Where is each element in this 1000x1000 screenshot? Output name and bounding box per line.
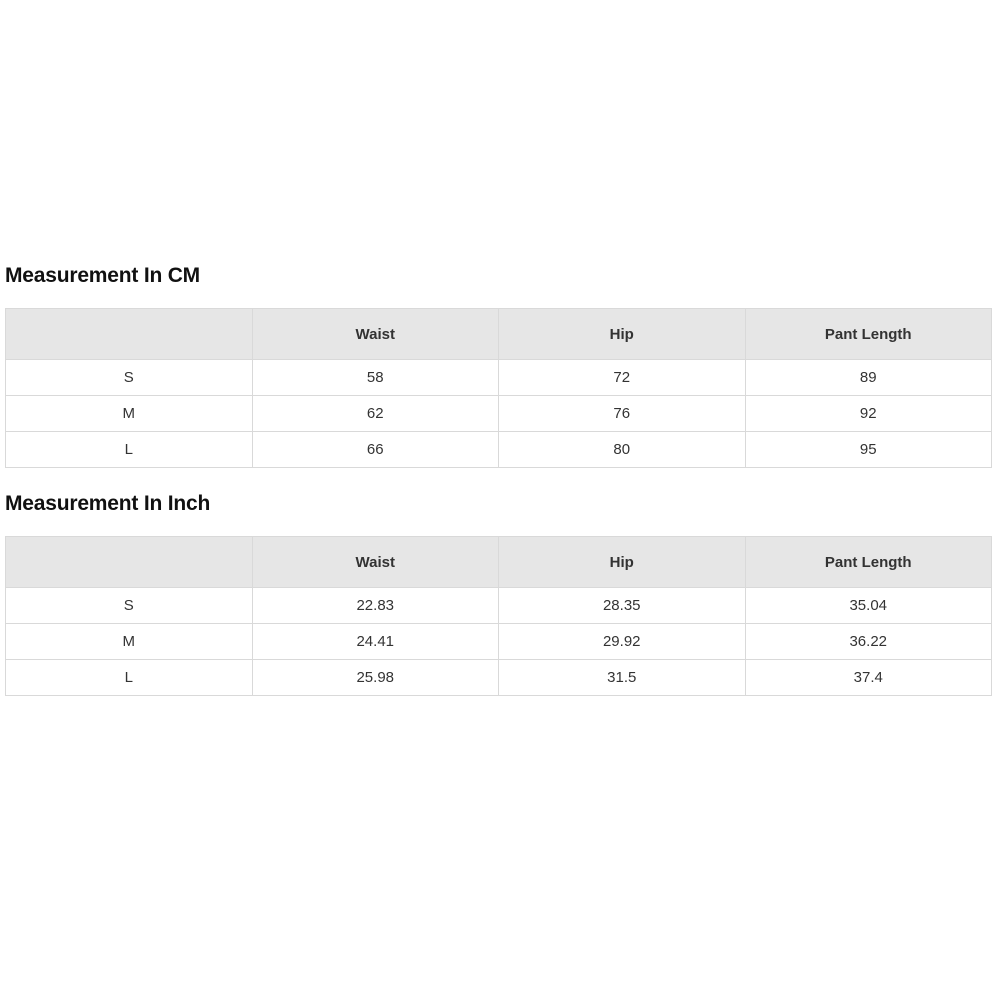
table-row <box>6 360 992 396</box>
measurement-cm-section <box>5 258 992 458</box>
waist-cell: 25.98 <box>252 660 499 696</box>
size-cell: M <box>6 396 253 432</box>
table-row <box>6 396 992 432</box>
size-cell: M <box>6 624 253 660</box>
size-cell: S <box>6 588 253 624</box>
column-header-waist: Waist <box>252 309 499 360</box>
size-cell: L <box>6 432 253 468</box>
column-header-size <box>6 309 253 360</box>
hip-cell: 80 <box>499 432 746 468</box>
size-table-cm <box>5 308 992 468</box>
hip-cell: 29.92 <box>499 624 746 660</box>
table-header-row <box>6 309 992 360</box>
column-header-hip: Hip <box>499 537 746 588</box>
hip-cell: 31.5 <box>499 660 746 696</box>
column-header-waist: Waist <box>252 537 499 588</box>
column-header-pant-length: Pant Length <box>745 309 992 360</box>
pant-length-cell: 95 <box>745 432 992 468</box>
hip-cell: 76 <box>499 396 746 432</box>
waist-cell: 58 <box>252 360 499 396</box>
table-row <box>6 624 992 660</box>
table-row <box>6 588 992 624</box>
table-row <box>6 660 992 696</box>
hip-cell: 72 <box>499 360 746 396</box>
column-header-hip: Hip <box>499 309 746 360</box>
pant-length-cell: 36.22 <box>745 624 992 660</box>
section-title-inch: Measurement In Inch <box>5 492 211 515</box>
column-header-size <box>6 537 253 588</box>
waist-cell: 24.41 <box>252 624 499 660</box>
size-cell: L <box>6 660 253 696</box>
table-row <box>6 432 992 468</box>
waist-cell: 62 <box>252 396 499 432</box>
pant-length-cell: 37.4 <box>745 660 992 696</box>
size-cell: S <box>6 360 253 396</box>
column-header-pant-length: Pant Length <box>745 537 992 588</box>
pant-length-cell: 35.04 <box>745 588 992 624</box>
waist-cell: 22.83 <box>252 588 499 624</box>
table-header-row <box>6 537 992 588</box>
waist-cell: 66 <box>252 432 499 468</box>
measurement-inch-section <box>5 486 992 686</box>
pant-length-cell: 89 <box>745 360 992 396</box>
pant-length-cell: 92 <box>745 396 992 432</box>
size-table-inch <box>5 536 992 696</box>
section-title-cm: Measurement In CM <box>5 264 200 287</box>
hip-cell: 28.35 <box>499 588 746 624</box>
